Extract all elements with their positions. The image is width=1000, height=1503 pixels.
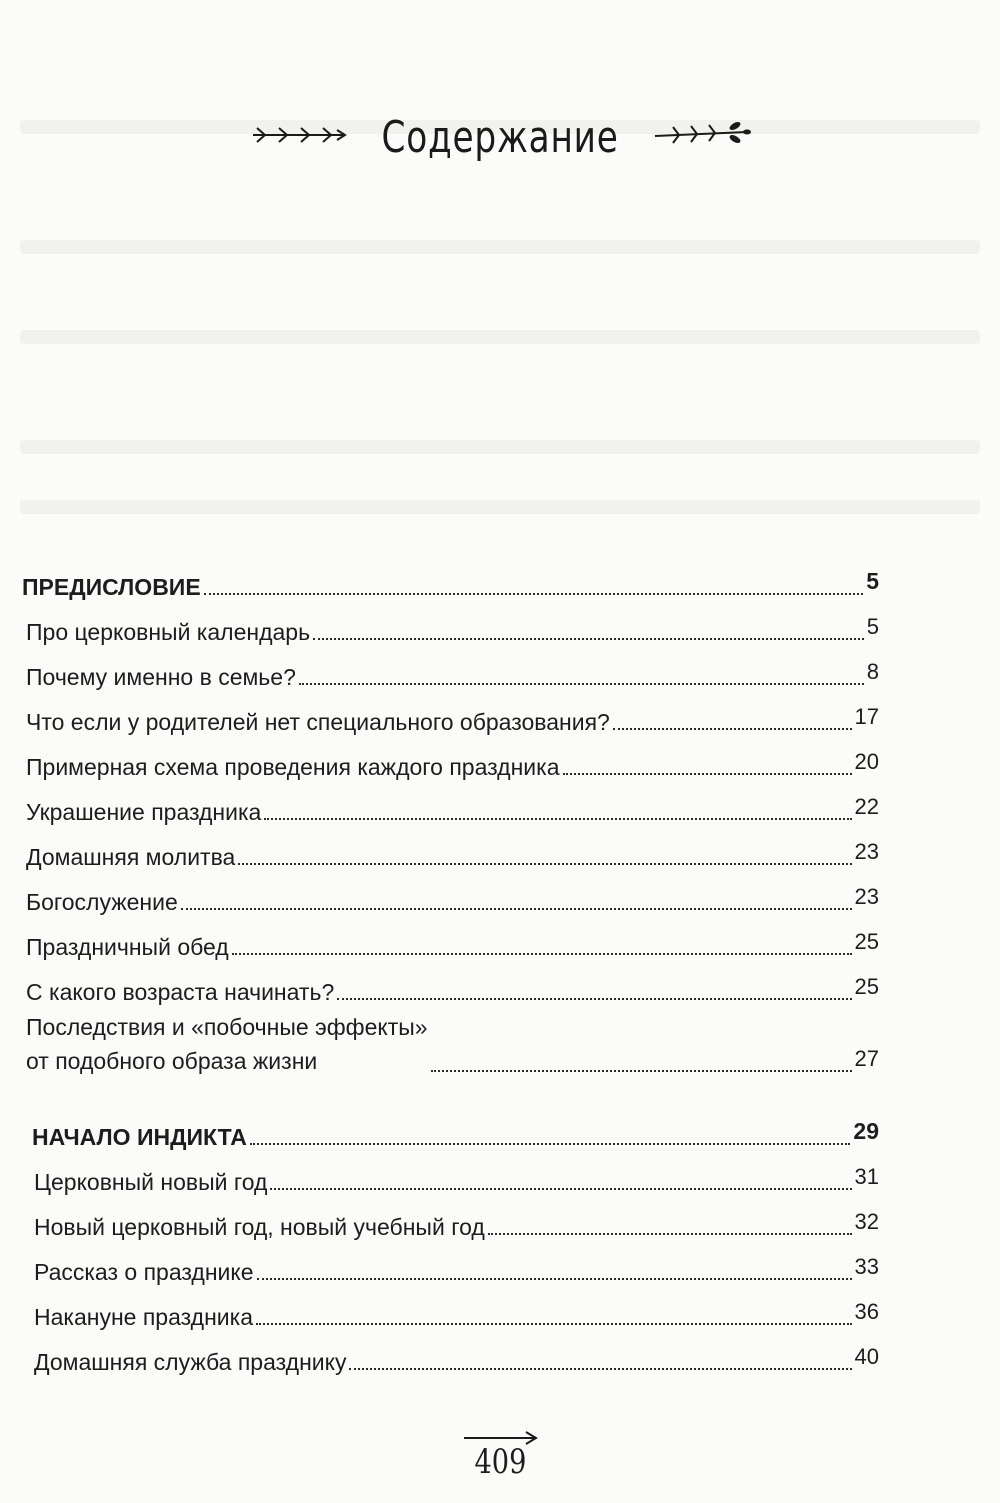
toc-entry-title: Рассказ о празднике [34, 1259, 254, 1285]
toc-page-number: 23 [854, 884, 879, 909]
toc-page-number: 20 [854, 749, 879, 774]
dot-leader [299, 683, 864, 685]
toc-entry[interactable] [22, 1286, 879, 1331]
dot-leader [563, 773, 852, 775]
page-number: 409 [474, 1442, 526, 1482]
show-through-line [20, 240, 980, 254]
toc-entry[interactable] [22, 646, 879, 691]
toc-entry[interactable] [22, 736, 879, 781]
arrow-sprig-ornament-icon [249, 123, 349, 152]
toc-entry-title: Украшение праздника [26, 799, 262, 825]
toc-page-number: 25 [854, 974, 879, 999]
page-heading [0, 112, 1000, 163]
toc-page-number: 36 [854, 1299, 879, 1324]
dot-leader [264, 818, 851, 820]
show-through-line [20, 500, 980, 514]
dot-leader [238, 863, 851, 865]
branch-sprig-ornament-icon [651, 120, 751, 155]
toc-page-number: 31 [854, 1164, 879, 1189]
toc-entry[interactable] [22, 691, 879, 736]
dot-leader [250, 1143, 851, 1145]
toc-section-title: НАЧАЛО ИНДИКТА [32, 1124, 247, 1150]
page-footer [0, 1430, 1000, 1482]
toc-entry[interactable] [22, 826, 879, 871]
toc-entry[interactable] [22, 781, 879, 826]
dot-leader [613, 728, 852, 730]
toc-entry-title: Почему именно в семье? [26, 664, 296, 690]
toc-section-heading[interactable] [22, 556, 879, 601]
dot-leader [349, 1368, 851, 1370]
toc-section-title: ПРЕДИСЛОВИЕ [22, 574, 201, 600]
show-through-line [20, 330, 980, 344]
toc-entry-title: Домашняя молитва [26, 844, 236, 870]
dot-leader [204, 593, 864, 595]
toc-page-number: 22 [854, 794, 879, 819]
toc-entry[interactable] [22, 601, 879, 646]
toc-entry-title [26, 1010, 428, 1078]
toc-page-number: 40 [854, 1344, 879, 1369]
dot-leader [488, 1233, 852, 1235]
dot-leader [181, 908, 852, 910]
toc-page-number: 17 [854, 704, 879, 729]
toc-page-number: 5 [866, 568, 879, 594]
toc-entry[interactable] [22, 961, 879, 1006]
toc-entry-title: Домашняя служба празднику [34, 1349, 347, 1375]
toc-page-number: 29 [853, 1118, 879, 1144]
toc-page-number: 5 [866, 614, 879, 639]
toc-page-number: 8 [866, 659, 879, 684]
toc-entry[interactable] [22, 1006, 879, 1078]
dot-leader [257, 1278, 852, 1280]
toc-entry-title: Новый церковный год, новый учебный год [34, 1214, 485, 1240]
toc-entry-title: Что если у родителей нет специального образования? [26, 709, 610, 735]
toc-page-number: 23 [854, 839, 879, 864]
toc-page-number: 33 [854, 1254, 879, 1279]
toc-entry-title: Богослужение [26, 889, 178, 915]
toc-entry-title: Церковный новый год [34, 1169, 268, 1195]
toc-entry-title: Праздничный обед [26, 934, 229, 960]
page-title: Содержание [381, 112, 619, 163]
toc-entry-title: Накануне праздника [34, 1304, 253, 1330]
toc-entry-title-line: Последствия и «побочные эффекты» [26, 1014, 428, 1040]
toc-entry-title: Примерная схема проведения каждого праздника [26, 754, 560, 780]
toc-entry[interactable] [22, 1331, 879, 1376]
show-through-line [20, 440, 980, 454]
dot-leader [313, 638, 864, 640]
toc-page-number: 27 [854, 1046, 879, 1071]
dot-leader [337, 998, 851, 1000]
toc-entry[interactable] [22, 1151, 879, 1196]
toc-entry[interactable] [22, 1196, 879, 1241]
dot-leader [256, 1323, 852, 1325]
toc-entry[interactable] [22, 871, 879, 916]
toc-entry-title: С какого возраста начинать? [26, 979, 335, 1005]
toc-page-number: 25 [854, 929, 879, 954]
dot-leader [270, 1188, 851, 1190]
toc-section-heading[interactable] [22, 1106, 879, 1151]
toc-page-number: 32 [854, 1209, 879, 1234]
toc-entry-title: Про церковный календарь [26, 619, 311, 645]
toc-entry[interactable] [22, 1241, 879, 1286]
dot-leader [431, 1070, 852, 1072]
toc-entry[interactable] [22, 916, 879, 961]
table-of-contents [22, 556, 879, 1376]
dot-leader [232, 953, 852, 955]
toc-entry-title-line: от подобного образа жизни [26, 1048, 318, 1074]
